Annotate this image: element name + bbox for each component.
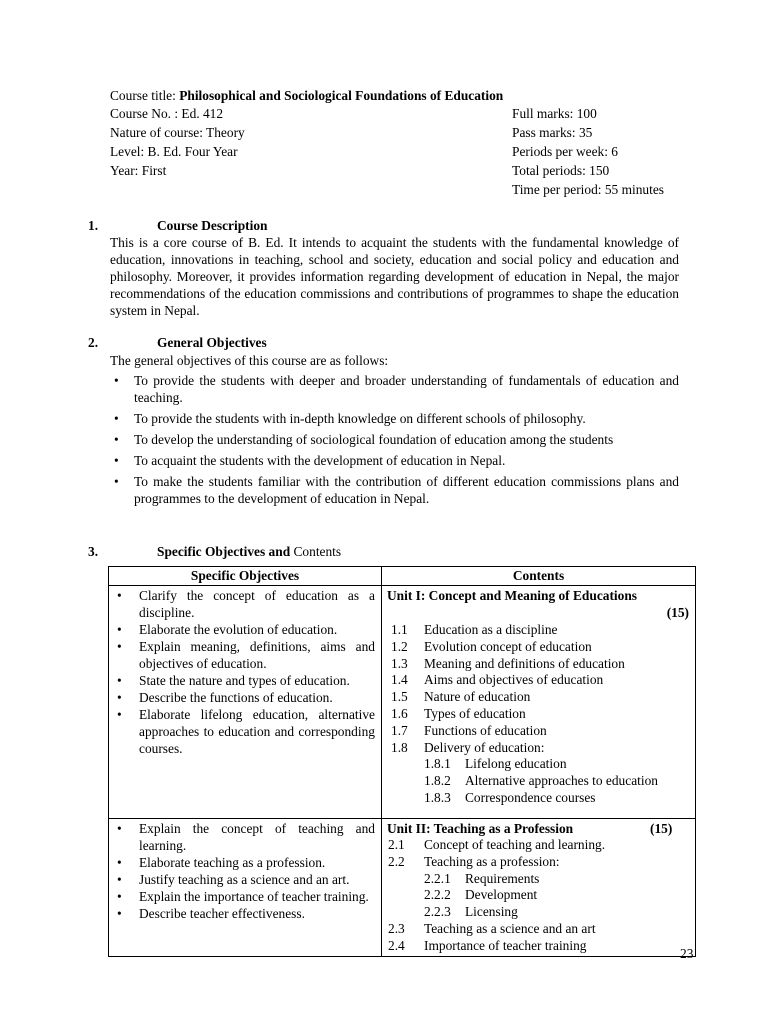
list-item: • To provide the students with in-depth knowledge on different schools of philosophy. xyxy=(110,410,679,427)
list-item: 2.2.3 Licensing xyxy=(424,904,518,920)
list-item: • Explain the concept of teaching and learning. xyxy=(113,820,375,854)
section-3-title-bold: Specific Objectives and xyxy=(157,544,291,559)
list-item: • Explain meaning, definitions, aims and objectives of education. xyxy=(113,638,375,672)
list-item: • Describe the functions of education. xyxy=(113,689,375,706)
list-item: 2.4 Importance of teacher training xyxy=(388,937,587,953)
course-level: Level: B. Ed. Four Year xyxy=(110,144,238,159)
course-title-label: Course title: xyxy=(110,88,180,103)
section-1-title: Course Description xyxy=(157,218,268,233)
list-item: • Justify teaching as a science and an art. xyxy=(113,871,375,888)
section-3-number: 3. xyxy=(88,544,99,559)
total-periods: Total periods: 150 xyxy=(512,163,610,178)
course-title: Philosophical and Sociological Foundations of Education xyxy=(179,88,504,103)
table-header-row xyxy=(109,567,696,586)
periods-per-week: Periods per week: 6 xyxy=(512,144,618,159)
course-description-text: This is a core course of B. Ed. It intends to acquaint the students with the fundamental knowledge of education, innovations in teaching, school and society, education and social policy and education and philosophy. Moreover, it provides information regarding development of education in Nepal, the major recommendations of the education commissions and contributions of programmes to shape the education system in Nepal. xyxy=(110,235,679,318)
list-item: 1.8 Delivery of education: xyxy=(391,739,545,755)
contents-cell xyxy=(382,586,696,819)
list-item: • State the nature and types of education. xyxy=(113,672,375,689)
list-item: 2.1 Concept of teaching and learning. xyxy=(388,837,606,852)
list-item: 2.2.2 Development xyxy=(424,887,538,903)
list-item: • Elaborate the evolution of education. xyxy=(113,621,375,638)
section-3-title xyxy=(157,544,341,560)
objectives-cell xyxy=(109,586,382,819)
list-item: 1.5 Nature of education xyxy=(391,689,531,705)
list-item: 2.3 Teaching as a science and an art xyxy=(388,920,596,936)
unit-marks: (15) xyxy=(666,605,689,620)
list-item: • To provide the students with deeper and broader understanding of fundamentals of education and teaching. xyxy=(110,372,679,406)
objectives-cell xyxy=(109,819,382,957)
list-item: • Clarify the concept of education as a discipline. xyxy=(113,587,375,621)
col-header-objectives: Specific Objectives xyxy=(109,567,382,586)
list-item: 1.8.1 Lifelong education xyxy=(424,756,567,772)
section-2-title: General Objectives xyxy=(157,335,267,350)
table-row xyxy=(109,586,696,819)
col-header-contents: Contents xyxy=(382,567,696,586)
list-item: • Describe teacher effectiveness. xyxy=(113,905,375,922)
unit-title-row xyxy=(382,819,695,837)
full-marks: Full marks: 100 xyxy=(512,106,597,121)
list-item: 1.8.2 Alternative approaches to education xyxy=(424,773,658,789)
list-item: 1.3 Meaning and definitions of education xyxy=(391,655,625,671)
general-objectives-intro: The general objectives of this course are as follows: xyxy=(110,353,389,368)
contents-cell xyxy=(382,819,696,957)
list-item: • Elaborate teaching as a profession. xyxy=(113,854,375,871)
unit-title: Unit I: Concept and Meaning of Educations xyxy=(387,588,637,603)
objectives-contents-table xyxy=(108,566,696,957)
unit-title: Unit II: Teaching as a Profession xyxy=(387,821,574,836)
pass-marks: Pass marks: 35 xyxy=(512,125,593,140)
list-item: 1.1 Education as a discipline xyxy=(391,622,558,637)
list-item: 2.2.1 Requirements xyxy=(424,870,540,886)
list-item: 1.4 Aims and objectives of education xyxy=(391,672,604,688)
list-item: • Explain the importance of teacher training. xyxy=(113,888,375,905)
course-year: Year: First xyxy=(110,163,167,178)
time-per-period: Time per period: 55 minutes xyxy=(512,182,664,197)
list-item: • To make the students familiar with the contribution of different education commissions plans and programmes to the development of education in Nepal. xyxy=(110,473,679,507)
list-item: 1.7 Functions of education xyxy=(391,722,547,738)
list-item: 2.2 Teaching as a profession: xyxy=(388,853,560,869)
list-item: 1.8.3 Correspondence courses xyxy=(424,789,596,805)
unit-marks: (15) xyxy=(650,821,673,836)
general-objectives-list xyxy=(110,372,679,511)
list-item: 1.2 Evolution concept of education xyxy=(391,638,592,654)
list-item: 1.6 Types of education xyxy=(391,705,526,721)
course-nature: Nature of course: Theory xyxy=(110,125,245,140)
course-title-line xyxy=(110,86,503,105)
section-2-number: 2. xyxy=(88,335,99,350)
section-1-number: 1. xyxy=(88,218,99,233)
course-no: Course No. : Ed. 412 xyxy=(110,106,224,121)
list-item: • Elaborate lifelong education, alternative approaches to education and corresponding courses. xyxy=(113,706,375,757)
list-item: • To acquaint the students with the development of education in Nepal. xyxy=(110,452,679,469)
table-row xyxy=(109,819,696,957)
list-item: • To develop the understanding of sociological foundation of education among the students xyxy=(110,431,679,448)
section-3-title-rest: Contents xyxy=(290,544,342,559)
page-number: 23 xyxy=(680,946,694,961)
